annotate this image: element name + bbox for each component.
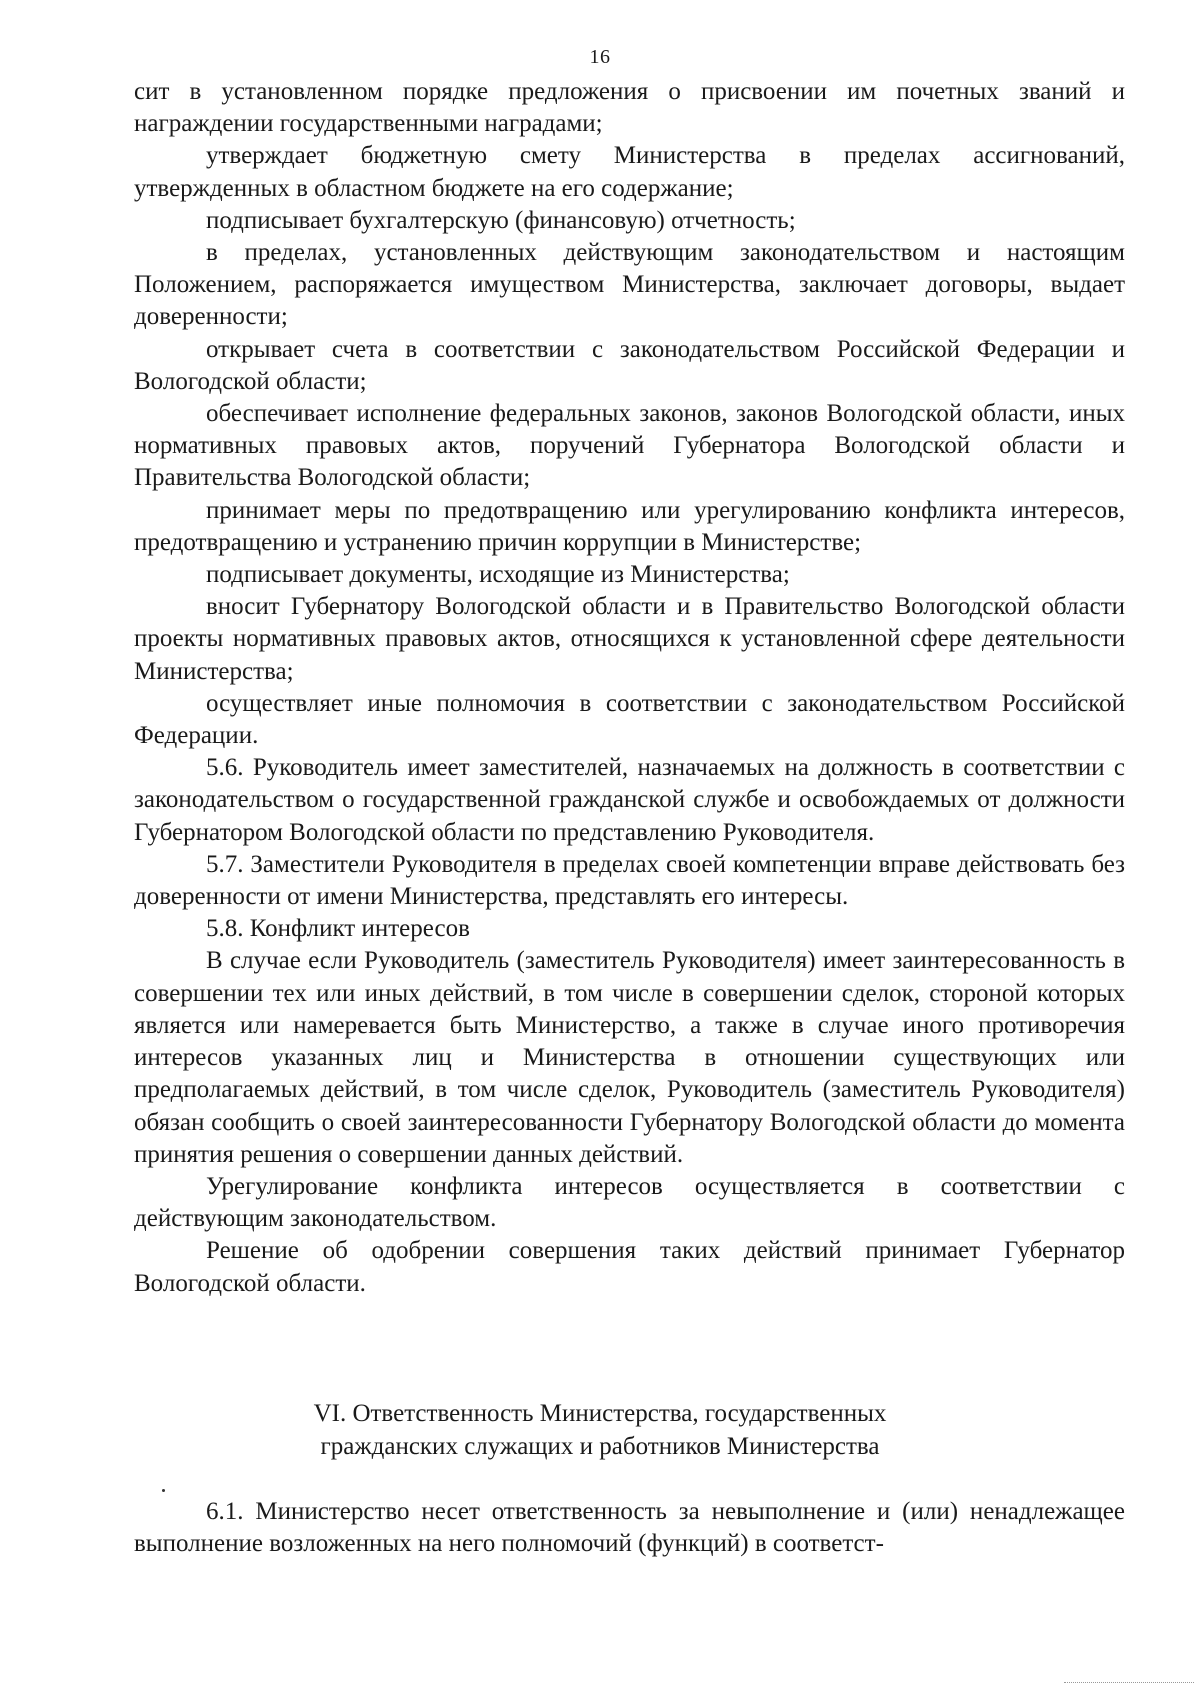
document-body <box>134 76 1125 1300</box>
paragraph: открывает счета в соответствии с законодательством Российской Федерации и Вологодской области; <box>134 335 1125 395</box>
section-heading-line: гражданских служащих и работников Министерства <box>320 1432 880 1460</box>
paragraph: в пределах, установленных действующим законодательством и настоящим Положением, распоряжается имуществом Министерства, заключает договоры, выдает доверенности; <box>134 239 1125 331</box>
scan-artifact <box>1064 1682 1194 1689</box>
clause-6-1: 6.1. Министерство несет ответственность за невыполнение и (или) ненадлежащее выполнение возложенных на него полномочий (функций) в соответст- <box>134 1498 1125 1558</box>
paragraph: сит в установленном порядке предложения о присвоении им почетных званий и награждении государственными наградами; <box>134 78 1125 138</box>
paragraph: вносит Губернатору Вологодской области и в Правительство Вологодской области проекты нормативных правовых актов, относящихся к установленной сфере деятельности Министерства; <box>134 593 1125 685</box>
paragraph: подписывает бухгалтерскую (финансовую) отчетность; <box>206 206 796 234</box>
clause-5-7: 5.7. Заместители Руководителя в пределах своей компетенции вправе действовать без доверенности от имени Министерства, представлять его интересы. <box>134 850 1125 911</box>
paragraph: обеспечивает исполнение федеральных законов, законов Вологодской области, иных нормативных правовых актов, поручений Губернатора Вологодской области и Правительства Вологодской области; <box>134 400 1125 492</box>
paragraph: В случае если Руководитель (заместитель Руководителя) имеет заинтересованность в совершении тех или иных действий, в том числе в совершении сделок, стороной которых является или намеревается быть Министерство, а также в случае иного противоречия интересов указанных лиц и Министерства в отношении существующих или предполагаемых действий, в том числе сделок, Руководитель (заместитель Руководителя) обязан сообщить о своей заинтересованности Губернатору Вологодской области до момента принятия решения о совершении данных действий. <box>134 947 1125 1168</box>
clause-5-6: 5.6. Руководитель имеет заместителей, назначаемых на должность в соответствии с законодательством о государственной гражданской службе и освобождаемых от должности Губернатором Вологодской области по представлению Руководителя. <box>134 754 1125 846</box>
section-heading <box>0 1398 1200 1463</box>
paragraph: утверждает бюджетную смету Министерства в пределах ассигнований, утвержденных в областном бюджете на его содержание; <box>134 142 1125 202</box>
paragraph: принимает меры по предотвращению или урегулированию конфликта интересов, предотвращению и устранению причин коррупции в Министерстве; <box>134 496 1125 556</box>
paragraph: осуществляет иные полномочия в соответствии с законодательством Российской Федерации. <box>134 689 1125 750</box>
clause-5-8-title: 5.8. Конфликт интересов <box>206 915 470 943</box>
paragraph: подписывает документы, исходящие из Министерства; <box>206 561 790 589</box>
paragraph: Урегулирование конфликта интересов осуществляется в соответствии с действующим законодательством. <box>134 1172 1125 1233</box>
scan-speck <box>162 1489 165 1492</box>
page-number: 16 <box>589 46 611 68</box>
document-body-tail <box>134 1496 1125 1560</box>
paragraph: Решение об одобрении совершения таких действий принимает Губернатор Вологодской области. <box>134 1237 1125 1297</box>
section-heading-line: VI. Ответственность Министерства, государственных <box>313 1400 887 1427</box>
